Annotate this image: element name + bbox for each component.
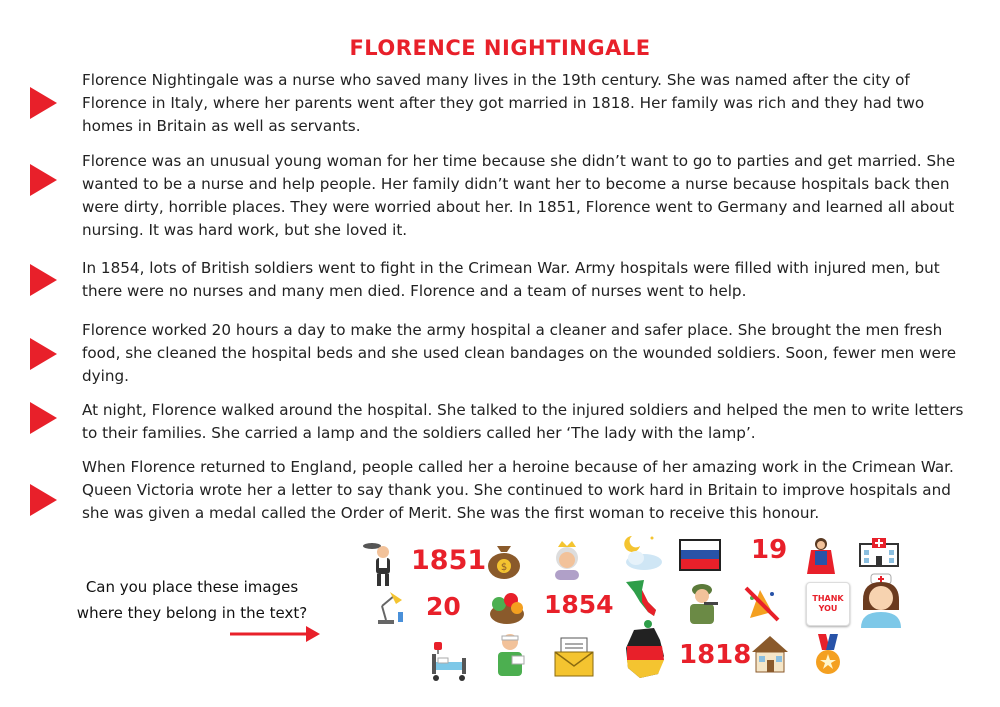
nurse-icon[interactable] — [855, 570, 907, 628]
bullet-arrow-1 — [30, 87, 57, 119]
number-19[interactable]: 19 — [751, 535, 788, 565]
paragraph-2: Florence was an unusual young woman for her time because she didn’t want to go to parties and get married. She wanted to be a nurse and help people. Her family didn’t want her to become a nurse because hospitals back then were dirty, horrible places. They were worried about her. In 1851, Florence went to Germany and learned all about nursing. It was hard work, but she loved it. — [82, 152, 956, 239]
number-1818[interactable]: 1818 — [679, 640, 752, 670]
money-bag-icon[interactable] — [483, 538, 525, 580]
italy-map-icon[interactable] — [620, 578, 660, 630]
no-party-icon[interactable] — [742, 584, 782, 624]
queen-icon[interactable] — [545, 538, 589, 582]
injured-man-icon[interactable] — [492, 632, 528, 680]
lamp-icon[interactable] — [372, 590, 406, 626]
number-1854[interactable]: 1854 — [544, 590, 614, 619]
letter-icon[interactable] — [553, 636, 595, 678]
bullet-arrow-6 — [30, 484, 57, 516]
medal-icon[interactable] — [812, 632, 844, 678]
number-20[interactable]: 20 — [426, 592, 461, 621]
paragraph-6: When Florence returned to England, people called her a heroine because of her amazing work in the Crimean War. Queen Victoria wrote her a letter to say thank you. She continued to work hard in Britain to improve hospitals and she was given a medal called the Order of Merit. She was the first woman to receive this honour. — [82, 458, 954, 522]
soldier-icon[interactable] — [682, 582, 722, 626]
svg-text:$: $ — [500, 562, 508, 573]
bullet-arrow-5 — [30, 402, 57, 434]
night-icon[interactable] — [618, 530, 664, 576]
bullet-arrow-3 — [30, 264, 57, 296]
arrow-right-icon — [230, 624, 320, 644]
germany-map-icon[interactable] — [620, 626, 670, 680]
page-title: FLORENCE NIGHTINGALE — [349, 36, 651, 60]
instruction-prompt: Can you place these images where they belong in the text? — [76, 578, 308, 622]
heroine-icon[interactable] — [803, 536, 839, 576]
crimea-flag-icon[interactable] — [678, 538, 722, 572]
paragraph-4: Florence worked 20 hours a day to make the army hospital a cleaner and safer place. She brought the men fresh food, she cleaned the hospital beds and she used clean bandages on the wounded soldiers. Soon, fewer men were dying. — [82, 321, 957, 385]
fresh-food-icon[interactable] — [487, 584, 527, 626]
hospital-icon[interactable] — [858, 536, 900, 568]
servant-icon[interactable] — [362, 540, 396, 588]
two-homes-icon[interactable] — [748, 632, 792, 676]
bullet-arrow-4 — [30, 338, 57, 370]
paragraph-1: Florence Nightingale was a nurse who saved many lives in the 19th century. She was named after the city of Florence in Italy, where her parents went after they got married in 1818. Her family was rich and they had two homes in Britain as well as servants. — [82, 71, 925, 135]
thank-you-icon[interactable]: THANK YOU — [806, 582, 850, 626]
hospital-bed-icon[interactable] — [428, 640, 470, 682]
number-1851[interactable]: 1851 — [411, 545, 487, 576]
paragraph-3: In 1854, lots of British soldiers went to fight in the Crimean War. Army hospitals were filled with injured men, but there were no nurses and many men died. Florence and a team of nurses went to help. — [82, 259, 940, 300]
bullet-arrow-2 — [30, 164, 57, 196]
paragraph-5: At night, Florence walked around the hospital. She talked to the injured soldiers and helped the men to write letters to their families. She carried a lamp and the soldiers called her ‘The lady with the lamp’. — [82, 401, 964, 442]
